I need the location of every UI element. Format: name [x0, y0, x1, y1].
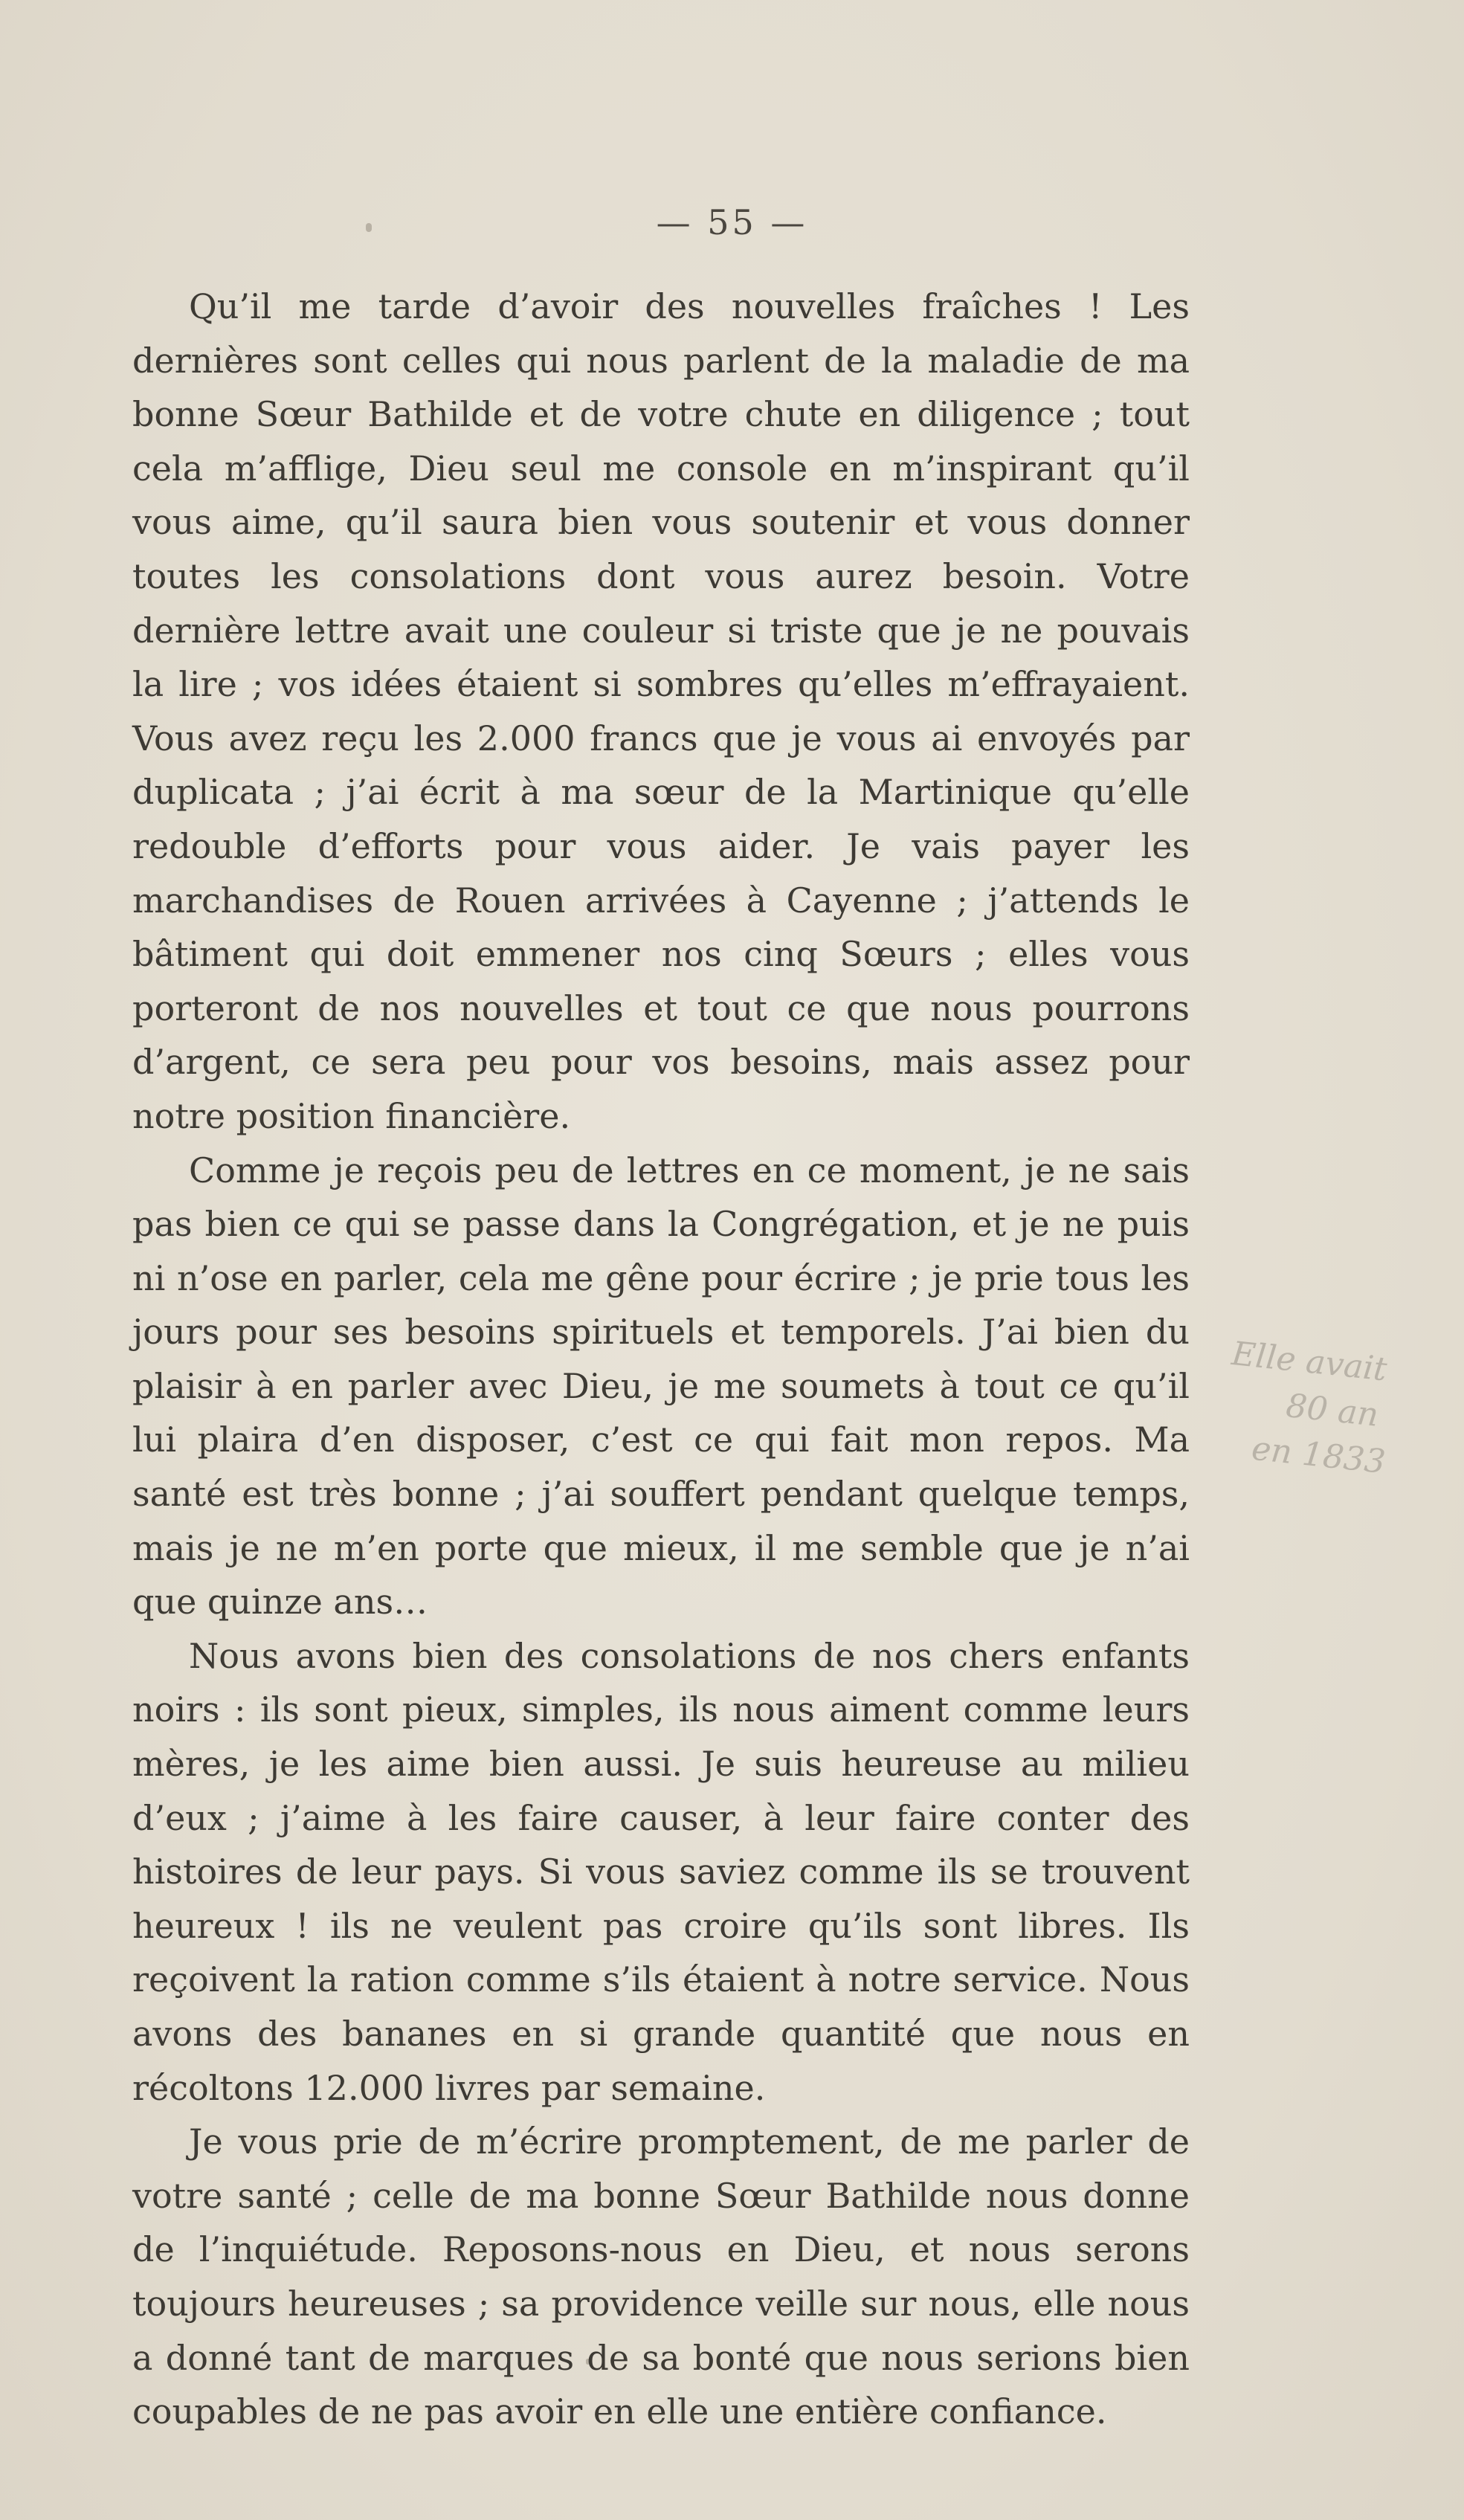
paragraph: Comme je reçois peu de lettres en ce moment, je ne sais pas bien ce qui se passe dans la Congrégation, et je ne puis ni n’ose en parler, cela me gêne pour écrire ; je prie tous les jours pour ses besoins spirituels et temporels. J’ai bien du plaisir à en parler avec Dieu, je me soumets à tout ce qu’il lui plaira d’en disposer, c’est ce qui fait mon repos. Ma santé est très bonne ; j’ai souffert pendant quelque temps, mais je ne m’en porte que mieux, il me semble que je n’ai que quinze ans…	[132, 1150, 1190, 1622]
paragraph: Qu’il me tarde d’avoir des nouvelles fraîches ! Les dernières sont celles qui nous parlent de la maladie de ma bonne Sœur Bathilde et de votre chute en diligence ; tout cela m’afflige, Dieu seul me console en m’inspirant qu’il vous aime, qu’il saura bien vous soutenir et vous donner toutes les consolations dont vous aurez besoin. Votre dernière lettre avait une couleur si triste que je ne pouvais la lire ; vos idées étaient si sombres qu’elles m’effrayaient. Vous avez reçu les 2.000 francs que je vous ai envoyés par duplicata ; j’ai écrit à ma sœur de la Martinique qu’elle redouble d’efforts pour vous aider. Je vais payer les marchandises de Rouen arrivées à Cayenne ; j’attends le bâtiment qui doit emmener nos cinq Sœurs ; elles vous porteront de nos nouvelles et tout ce que nous pourrons d’argent, ce sera peu pour vos besoins, mais assez pour notre position financière.	[132, 286, 1190, 1136]
margin-note-line: 80 an	[1284, 1386, 1381, 1434]
paragraph: Nous avons bien des consolations de nos chers enfants noirs : ils sont pieux, simples, ils nous aiment comme leurs mères, je les aime bien aussi. Je suis heureuse au milieu d’eux ; j’aime à les faire causer, à leur faire conter des histoires de leur pays. Si vous saviez comme ils se trouvent heureux ! ils ne veulent pas croire qu’ils sont libres. Ils reçoivent la ration comme s’ils étaient à notre service. Nous avons des bananes en si grande quantité que nous en récoltons 12.000 livres par semaine.	[132, 1635, 1190, 2108]
page-number: — 55 —	[656, 202, 808, 242]
margin-note-line: en 1833	[1249, 1429, 1387, 1482]
body-text	[132, 280, 1190, 2439]
handwritten-margin-note	[1220, 1331, 1457, 1492]
margin-note-line: Elle avait	[1230, 1334, 1389, 1389]
paragraph: Je vous prie de m’écrire promptement, de me parler de votre santé ; celle de ma bonne Sœur Bathilde nous donne de l’inquiétude. Reposons-nous en Dieu, et nous serons toujours heureuses ; sa providence veille sur nous, elle nous a donné tant de marques de sa bonté que nous serions bien coupables de ne pas avoir en elle une entière confiance.	[132, 2121, 1190, 2432]
